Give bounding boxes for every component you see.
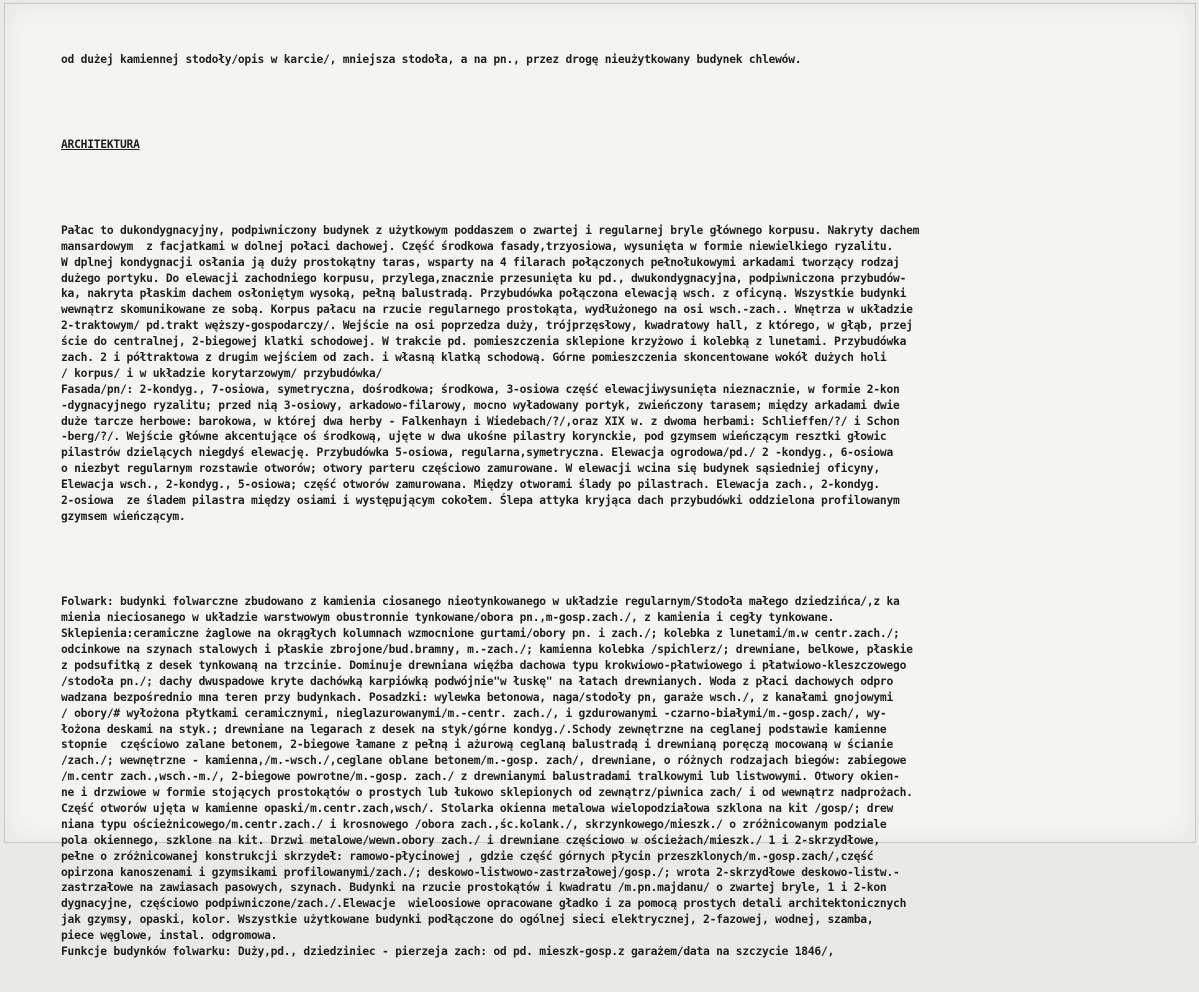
farm-text-line: odcinkowe na szynach stalowych i płaskie zbrojone/bud.bramny, m.-zach./; kamienna kolebka /spichlerz/; drewniane, belkowe, płaskie (61, 643, 913, 657)
palace-text-line: o niezbyt regularnym rozstawie otworów; otwory parteru częściowo zamurowane. W elewacji wcina się budynek sąsiedniej oficyny, (61, 462, 880, 476)
palace-text-line: -dygnacyjnego ryzalitu; przed nią 3-osiowy, arkadowo-filarowy, mocno wyładowany portyk, zwieńczony tarasem; między arkadami dwie (61, 398, 900, 412)
intro-line: od dużej kamiennej stodoły/opis w karcie/, mniejsza stodoła, a na pn., przez drogę nieużytkowany budynek chlewów. (61, 52, 802, 66)
farm-text-line: pola okiennego, szklone na kit. Drzwi metalowe/wewn.obory zach./ i drewniane częściowo w ościeżach/mieszk./ 1 i 2-skrzydłowe, (61, 833, 880, 847)
farm-text-line: piece węglowe, instal. odgromowa. (61, 929, 278, 943)
palace-text-line: mansardowym z facjatkami w dolnej połaci dachowej. Część środkowa fasady,trzyosiowa, wysunięta w formie niewielkiego ryzalitu. (61, 239, 894, 253)
farm-text-line: / obory/# wyłożona płytkami ceramicznymi, nieglazurowanymi/m.-centr. zach./, i gzdurowanymi -czarno-białymi/m.-gosp.zach/, wy- (61, 706, 887, 720)
farm-text-line: /zach./; wewnętrzne - kamienna,/m.-wsch./,ceglane oblane betonem/m.-gosp. zach/, drewniane, o różnych rodzajach biegów: zabiegowe (61, 754, 907, 768)
typewritten-sheet (4, 3, 1196, 958)
farm-text-line: dygnacyjne, częściowo podpiwniczone/zach./.Elewacje wieloosiowe opracowane gładko i za pomocą prostych detali architektonicznych (61, 897, 907, 911)
farm-text-line: opirzona kanoszenami i gzymsikami profilowanymi/zach./; deskowo-listwowo-zastrzałowej/gosp./; wrota 2-skrzydłowe deskowo-listw.- (61, 865, 900, 879)
palace-text-line: 2-osiowa ze śladem pilastra między osiami i występującym cokołem. Ślepa attyka kryjąca dach przybudówki oddzielona profilowanym (61, 493, 900, 507)
palace-text-line: ka, nakryta płaskim dachem osłoniętym wysoką, pełną balustradą. Przybudówka połączona elewacją wsch. z oficyną. Wszystkie budynki (61, 287, 907, 301)
farm-text-line: /stodoła pn./; dachy dwuspadowe kryte dachówką karpiówką podwójnie"w łuskę" na łatach drewnianych. Woda z płaci dachowych odpro (61, 674, 894, 688)
palace-text-line: duże tarcze herbowe: barokowa, w której dwa herby - Falkenhayn i Wiedebach/?/,oraz XIX w. z dwoma herbami: Schlieffen/?/ i Schon (61, 414, 900, 428)
farm-text-line: wadzana bezpośrednio mna teren przy budynkach. Posadzki: wylewka betonowa, naga/stodoły pn, garaże wsch./, z kanałami gnojowymi (61, 690, 894, 704)
palace-text-line: 2-traktowym/ pd.trakt węższy-gospodarczy/. Wejście na osi poprzedza duży, trójprzęsłowy, kwadratowy hall, z którego, w głąb, przej (61, 319, 913, 333)
farm-text-line: pełne o zróżnicowanej konstrukcji skrzydeł: ramowo-płycinowej , gdzie część górnych płycin przeszklonych/m.-gosp.zach/,część (61, 849, 874, 863)
palace-text-line: wewnątrz skomunikowane ze sobą. Korpus pałacu na rzucie regularnego prostokąta, wydłużonego na osi wsch.-zach.. Wnętrza w układzie (61, 303, 913, 317)
farm-description (61, 594, 1161, 959)
farm-text-line: Folwark: budynki folwarczne zbudowano z kamienia ciosanego nieotynkowanego w układzie regularnym/Stodoła małego dziedzińca/,z ka (61, 595, 900, 609)
palace-text-line: W dplnej kondygnacji osłania ją duży prostokątny taras, wsparty na 4 filarach połączonych pełnołukowymi arkadami tworzący rodzaj (61, 255, 900, 269)
farm-text-line: łożona deskami na styk.; drewniane na legarach z desek na styk/górne kondyg./.Schody zewnętrzne na ceglanej podstawie kamienne (61, 722, 887, 736)
palace-text-line: gzymsem wieńczącym. (61, 509, 186, 523)
palace-text-line: Fasada/pn/: 2-kondyg., 7-osiowa, symetryczna, dośrodkowa; środkowa, 3-osiowa część elewacjiwysunięta nieznacznie, w formie 2-kon (61, 382, 900, 396)
farm-text-line: niana typu ościeżnicowego/m.centr.zach./ i krosnowego /obora zach.,śc.kolank./, skrzynkowego/mieszk./ o zróżnicowanym podziale (61, 817, 887, 831)
palace-text-line: dużego portyku. Do elewacji zachodniego korpusu, przylega,znacznie przesunięta ku pd., dwukondygnacyjna, podpiwniczona przybudów- (61, 271, 907, 285)
section-heading: ARCHITEKTURA (61, 138, 140, 152)
palace-text-line: Elewacja wsch., 2-kondyg., 5-osiowa; część otworów zamurowana. Między otworami ślady po pilastrach. Elewacja zach., 2-kondyg. (61, 478, 880, 492)
palace-text-line: zach. 2 i półtraktowa z drugim wejściem od zach. i własną klatką schodową. Górne pomieszczenia skoncentowane wokół dużych holi (61, 350, 887, 364)
palace-text-line: pilastrów dzielących niegdyś elewację. Przybudówka 5-osiowa, regularna,symetryczna. Elewacja ogrodowa/pd./ 2 -kondyg., 6-osiowa (61, 446, 894, 460)
palace-text-line: -berg/?/. Wejście główne akcentujące oś środkową, ujęte w dwa ukośne pilastry korynckie, pod gzymsem wieńczącym resztki głowic (61, 430, 887, 444)
farm-text-line: ne i drzwiowe w formie stojących prostokątów o prostych lub łukowo sklepionych od zewnątrz/piwnica zach/ i od wewnątrz nadprożach. (61, 786, 913, 800)
farm-text-line: stopnie częściowo zalane betonem, 2-biegowe łamane z pełną i ażurową ceglaną balustradą i drewnianą poręczą mocowaną w ścianie (61, 738, 894, 752)
farm-text-line: Sklepienia:ceramiczne żaglowe na okrągłych kolumnach wzmocnione gurtami/obory pn. i zach./; kolebka z lunetami/m.w centr.zach./; (61, 627, 900, 641)
farm-text-line: jak gzymsy, opaski, kolor. Wszystkie użytkowane budynki podłączone do ogólnej sieci elektrycznej, 2-fazowej, wodnej, szamba, (61, 913, 874, 927)
palace-text-line: ście do centralnej, 2-biegowej klatki schodowej. W trakcie pd. pomieszczenia sklepione krzyżowo i kolebką z lunetami. Przybudówka (61, 335, 907, 349)
farm-text-line: mienia nieciosanego w układzie warstwowym obustronnie tynkowane/obora pn.,m-gosp.zach./, z kamienia i cegły tynkowane. (61, 611, 835, 625)
farm-text-line: Część otworów ujęta w kamienne opaski/m.centr.zach,wsch/. Stolarka okienna metalowa wielopodziałowa szklona na kit /gosp/; drew (61, 801, 894, 815)
farm-text-line: zastrzałowe na zawiasach pasowych, szynach. Budynki na rzucie prostokątów i kwadratu /m.pn.majdanu/ o zwartej bryle, 1 i 2-kon (61, 881, 887, 895)
farm-text-line: z podsufitką z desek tynkowaną na trzcinie. Dominuje drewniana więźba dachowa typu krokwiowo-płatwiowego i płatwiowo-kleszczowego (61, 658, 907, 672)
palace-description (61, 223, 1161, 525)
palace-text-line: Pałac to dukondygnacyjny, podpiwniczony budynek z użytkowym poddaszem o zwartej i regularnej bryle głównego korpusu. Nakryty dachem (61, 223, 920, 237)
palace-text-line: / korpus/ i w układzie korytarzowym/ przybudówka/ (61, 366, 383, 380)
farm-text-line: Funkcje budynków folwarku: Duży,pd., dziedziniec - pierzeja zach: od pd. mieszk-gosp.z garażem/data na szczycie 1846/, (61, 944, 835, 958)
farm-text-line: /m.centr zach.,wsch.-m./, 2-biegowe powrotne/m.-gosp. zach./ z drewnianymi balustradami tralkowymi lub listwowymi. Otwory okien- (61, 770, 900, 784)
